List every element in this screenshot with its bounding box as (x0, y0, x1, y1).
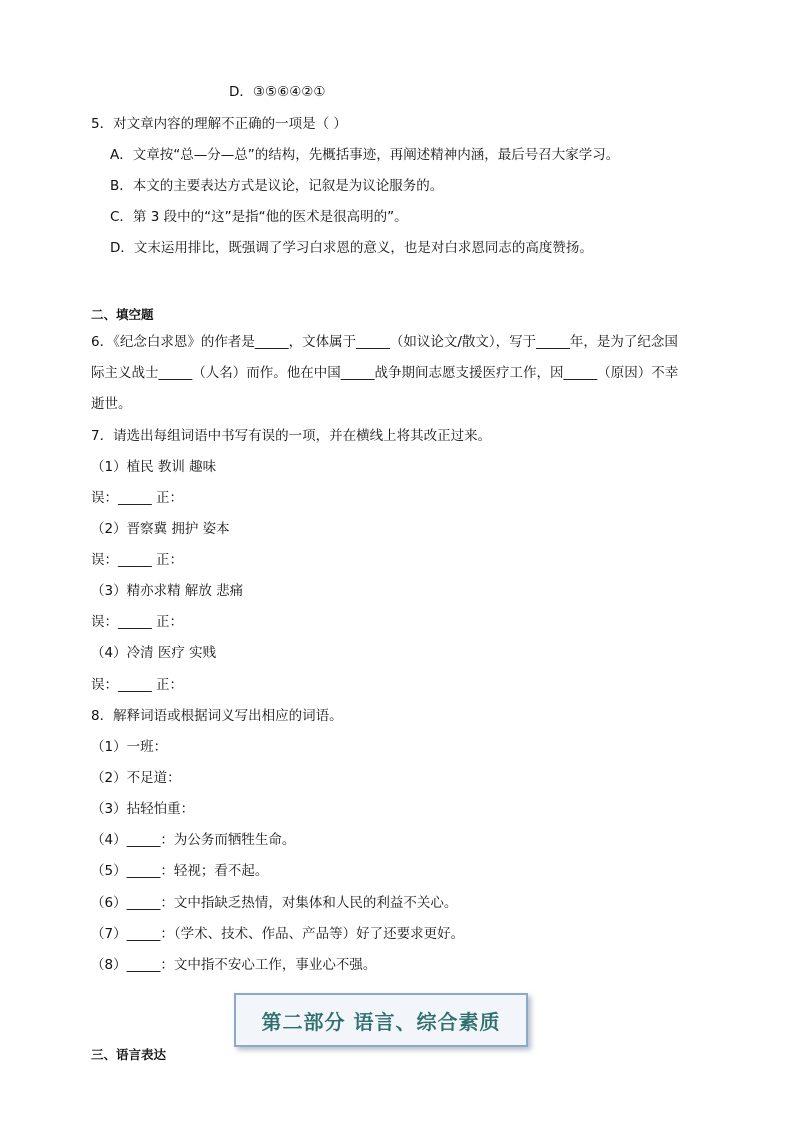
section-heading-fill-blank: 二、填空题 (91, 307, 154, 322)
q5-option-c: C．第 3 段中的“这”是指“他的医术是很高明的”。 (110, 209, 408, 225)
q8-item-5: （5）_____：轻视；看不起。 (91, 863, 269, 879)
q8-item-4: （4）_____：为公务而牺牲生命。 (91, 832, 296, 848)
q5-option-d: D．文末运用排比，既强调了学习白求恩的意义，也是对白求恩同志的高度赞扬。 (110, 240, 593, 256)
q8-item-8: （8）_____：文中指不安心工作，事业心不强。 (91, 957, 377, 973)
q6-line-1: 6．《纪念白求恩》的作者是_____，文体属于_____（如议论文/散文），写于_____年，是为了纪念国 (91, 334, 678, 350)
q8-item-3: （3）拈轻怕重： (91, 801, 195, 817)
q8-item-6: （6）_____：文中指缺乏热情，对集体和人民的利益不关心。 (91, 895, 458, 911)
q7-group-2-words: （2）晋察冀 拥护 姿本 (91, 521, 230, 537)
q5-option-a: A．文章按“总—分—总”的结构，先概括事迹，再阐述精神内涵，最后号召大家学习。 (110, 147, 620, 163)
q7-group-3-answer: 误：_____ 正： (91, 614, 184, 630)
q7-group-3-words: （3）精亦求精 解放 悲痛 (91, 583, 244, 599)
q8-item-1: （1）一班： (91, 739, 168, 755)
q7-group-4-answer: 误：_____ 正： (91, 677, 184, 693)
q5-option-b: B．本文的主要表达方式是议论，记叙是为议论服务的。 (110, 178, 444, 194)
q7-group-1-words: （1）植民 教训 趣味 (91, 459, 217, 475)
part-two-banner-title: 第二部分 语言、综合素质 (261, 1009, 501, 1034)
q6-line-2: 际主义战士_____（人名）而作。他在中国_____战争期间志愿支援医疗工作，因_____（原因）不幸 (91, 365, 679, 381)
q7-stem: 7．请选出每组词语中书写有误的一项，并在横线上将其改正过来。 (91, 428, 492, 444)
q8-stem: 8．解释词语或根据词义写出相应的词语。 (91, 708, 343, 724)
q8-item-7: （7）_____：（学术、技术、作品、产品等）好了还要求更好。 (91, 926, 465, 942)
q6-line-3: 逝世。 (91, 396, 132, 412)
q7-group-2-answer: 误：_____ 正： (91, 552, 184, 568)
q4-option-d: D．③⑤⑥④②① (229, 84, 326, 100)
part-two-banner (234, 993, 528, 1047)
q5-stem: 5．对文章内容的理解不正确的一项是（ ） (91, 116, 347, 132)
section-heading-language-expression: 三、语言表达 (91, 1047, 167, 1062)
q7-group-1-answer: 误：_____ 正： (91, 490, 184, 506)
q7-group-4-words: （4）冷清 医疗 实贱 (91, 645, 217, 661)
q8-item-2: （2）不足道： (91, 770, 181, 786)
